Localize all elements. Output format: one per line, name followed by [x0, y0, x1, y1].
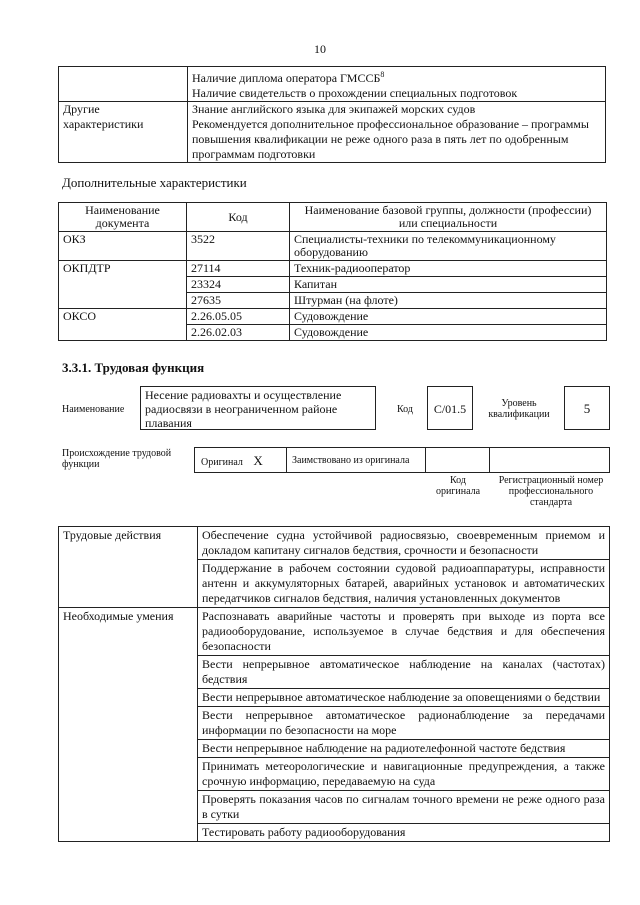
name-label: Наименование: [62, 404, 125, 415]
code-label: Код: [397, 404, 413, 415]
original-cell: [194, 447, 287, 473]
table-row: Вести непрерывное наблюдение на радиотелефонной частоте бедствия: [59, 740, 610, 758]
table-row: Проверять показания часов по сигналам точного времени не реже одного раза в сутки: [59, 791, 610, 824]
skills-label: Необходимые умения: [59, 608, 198, 842]
origin-label: Происхождение трудовой функции: [62, 448, 172, 470]
qualification-table: [58, 66, 606, 163]
certificates-line: Наличие свидетельств о прохождении специальных подготовок: [192, 86, 518, 100]
table-row: Поддержание в рабочем состоянии судовой радиоаппаратуры, исправности антенн и аккумуляторных батарей, аварийных установок и автоматических передатчиков сигналов бедствия, наличия установленных документов: [59, 560, 610, 608]
table-row: ОКЗ 3522 Специалисты-техники по телекоммуникационному оборудованию: [59, 232, 607, 261]
table-row: 27635 Штурман (на флоте): [59, 293, 607, 309]
table-row: ОКСО 2.26.05.05 Судовождение: [59, 309, 607, 325]
table-row: ОКПДТР 27114 Техник-радиооператор: [59, 261, 607, 277]
table-row: Необходимые умения Распознавать аварийные частоты и проверять при выходе из порта все радиооборудование, используемое в случае бедствия и для обеспечения безопасности: [59, 608, 610, 656]
table-row: Вести непрерывное автоматическое наблюдение на каналах (частотах) бедствия: [59, 656, 610, 689]
original-label: Оригинал: [201, 457, 243, 468]
recommendation-line: Рекомендуется дополнительное профессиональное образование – программы повышения квалификации не реже одного раза в пять лет по одобренным программам подготовки: [192, 117, 589, 161]
borrowed-cell: Заимствовано из оригинала: [286, 447, 426, 473]
table-row: Вести непрерывное автоматическое радионаблюдение за передачами информации по безопасности на море: [59, 707, 610, 740]
function-name: Несение радиовахты и осуществление радиосвязи в неограниченном районе плавания: [140, 386, 376, 430]
function-code: C/01.5: [427, 386, 473, 430]
header-doc: Наименование документа: [59, 203, 187, 232]
actions-table: [58, 526, 610, 842]
diploma-line: Наличие диплома оператора ГМССБ$^8$: [192, 70, 385, 85]
function-heading: 3.3.1. Трудовая функция: [62, 360, 205, 375]
characteristics-table: [58, 202, 607, 341]
footnote-mark: 8: [380, 70, 385, 79]
labor-actions-label: Трудовые действия: [59, 527, 198, 608]
code-original-label: Код оригинала: [435, 475, 481, 497]
table-row: 2.26.02.03 Судовождение: [59, 325, 607, 341]
header-code: Код: [187, 203, 290, 232]
table-row: Вести непрерывное автоматическое наблюдение за оповещениями о бедствии: [59, 689, 610, 707]
table-row: Трудовые действия Обеспечение судна устойчивой радиосвязью, своевременным приемом и докладом капитану сигналов бедствия, срочности и безопасности: [59, 527, 610, 560]
table-row: Принимать метеорологические и навигационные предупреждения, а также срочную информацию, передаваемую на суда: [59, 758, 610, 791]
reg-number-label: Регистрационный номер профессионального стандарта: [498, 475, 604, 508]
table-row: 23324 Капитан: [59, 277, 607, 293]
english-line: Знание английского языка для экипажей морских судов: [192, 102, 476, 116]
reg-number-cell: [489, 447, 610, 473]
page-number: 10: [314, 42, 326, 56]
table-row: Тестировать работу радиооборудования: [59, 824, 610, 842]
level-label: Уровень квалификации: [488, 398, 550, 420]
original-mark: X: [253, 453, 263, 468]
additional-heading: Дополнительные характеристики: [62, 175, 247, 190]
code-original-cell: [425, 447, 490, 473]
header-name: Наименование базовой группы, должности (профессии) или специальности: [290, 203, 607, 232]
other-characteristics-label: Другие характеристики: [59, 102, 188, 163]
qualification-level: 5: [564, 386, 610, 430]
